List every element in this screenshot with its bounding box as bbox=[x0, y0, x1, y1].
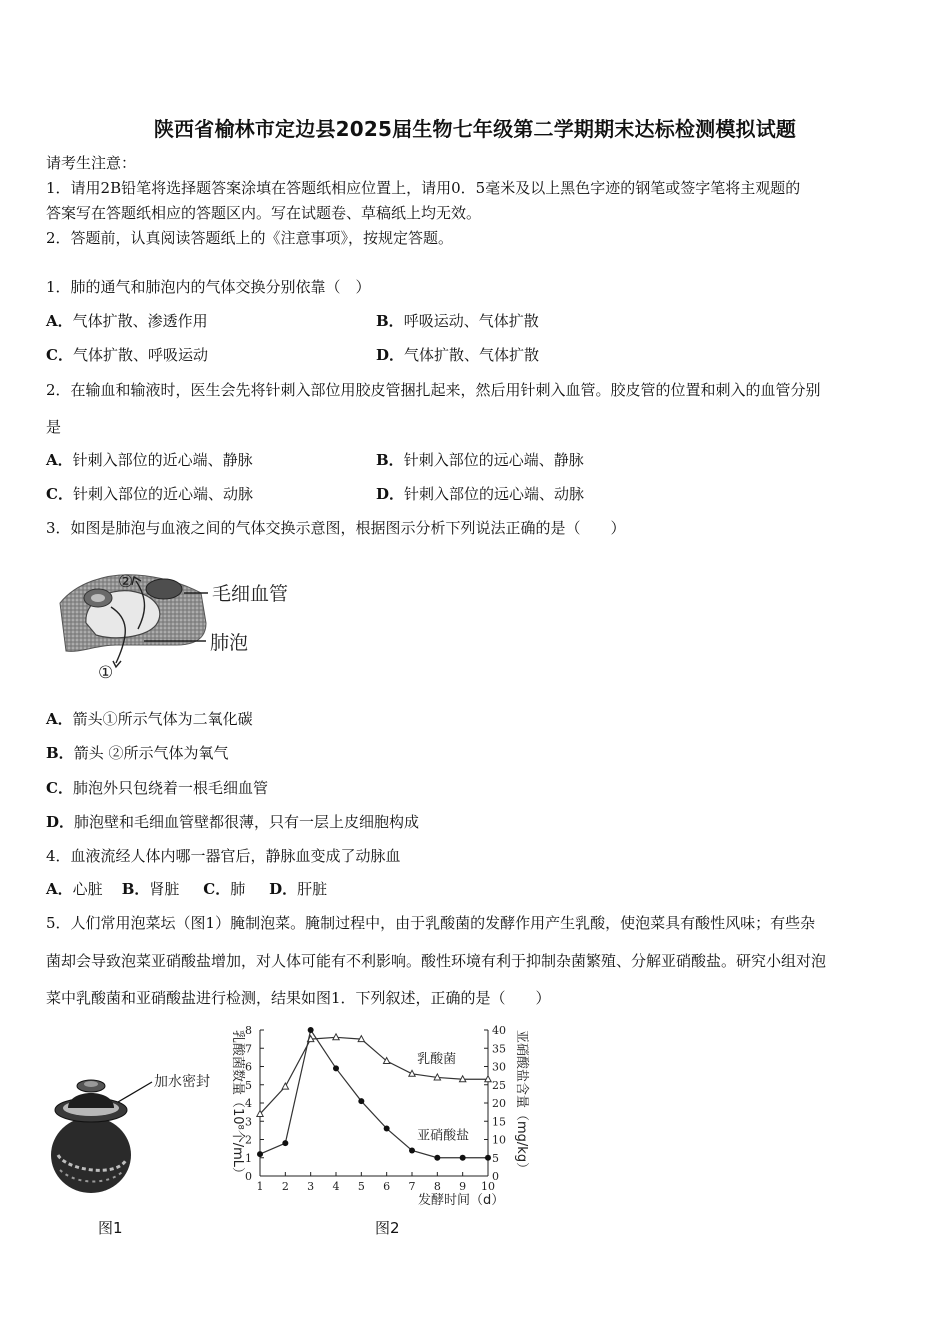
chart-point-circle bbox=[282, 1140, 288, 1146]
notice-heading: 请考生注意： bbox=[46, 154, 137, 172]
q2-stem-line-2: 是 bbox=[46, 418, 62, 436]
chart-y-label-right: 亚硝酸盐含量（mg/kg） bbox=[514, 1030, 529, 1176]
q4-option-b-label: B． bbox=[121, 880, 150, 898]
mark-1: ① bbox=[98, 663, 114, 683]
chart-point-circle bbox=[460, 1155, 466, 1161]
q1-option-b bbox=[376, 311, 539, 331]
chart-point-triangle bbox=[282, 1083, 288, 1089]
chart-tick-label-left: 2 bbox=[245, 1133, 252, 1147]
seal-label: 加水密封 bbox=[154, 1074, 210, 1090]
chart-tick-label-x: 5 bbox=[357, 1180, 365, 1193]
q5-stem-line-3: 菜中乳酸菌和亚硝酸盐进行检测，结果如图1．下列叙述，正确的是（ ） bbox=[46, 989, 551, 1007]
q4-option-c-label: C． bbox=[203, 880, 231, 898]
notice-item-1-line-2: 答案写在答题纸相应的答题区内。写在试题卷、草稿纸上均无效。 bbox=[46, 204, 482, 222]
chart-point-circle bbox=[384, 1126, 390, 1132]
chart-tick-label-left: 0 bbox=[245, 1170, 252, 1183]
chart-tick-label-x: 7 bbox=[408, 1180, 416, 1193]
q1-option-c-text: 气体扩散、呼吸运动 bbox=[72, 346, 208, 364]
q3-option-d bbox=[46, 812, 419, 832]
chart-point-circle bbox=[333, 1065, 339, 1071]
q2-option-b-text: 针刺入部位的远心端、静脉 bbox=[403, 451, 584, 469]
q2-option-c-text: 针刺入部位的近心端、动脉 bbox=[72, 485, 253, 503]
q3-option-d-text: 肺泡壁和毛细血管壁都很薄，只有一层上皮细胞构成 bbox=[74, 813, 420, 831]
chart-tick-label-x: 1 bbox=[256, 1180, 264, 1193]
chart-tick-label-right: 15 bbox=[492, 1115, 506, 1129]
figure-1-caption: 图1 bbox=[98, 1219, 123, 1237]
fermentation-chart bbox=[218, 1020, 538, 1210]
q3-option-d-label: D． bbox=[46, 813, 75, 831]
chart-tick-label-right: 35 bbox=[492, 1042, 506, 1056]
q3-option-a-text: 箭头①所示气体为二氧化碳 bbox=[72, 710, 253, 728]
q4-option-a-label: A． bbox=[46, 880, 73, 898]
q2-option-d-label: D． bbox=[376, 485, 405, 503]
q3-option-a-label: A． bbox=[46, 710, 73, 728]
q2-option-a bbox=[46, 450, 253, 470]
chart-tick-label-left: 4 bbox=[245, 1097, 252, 1110]
chart-tick-label-left: 5 bbox=[245, 1078, 252, 1092]
q1-option-b-text: 呼吸运动、气体扩散 bbox=[403, 312, 539, 330]
q3-option-c-text: 肺泡外只包绕着一根毛细血管 bbox=[72, 779, 268, 797]
seal-pointer bbox=[118, 1082, 152, 1102]
chart-tick-label-x: 10 bbox=[481, 1180, 495, 1193]
q3-stem: 3．如图是肺泡与血液之间的气体交换示意图，根据图示分析下列说法正确的是（ ） bbox=[46, 519, 626, 537]
q4-option-d-label: D． bbox=[269, 880, 298, 898]
q2-stem-line-1: 2．在输血和输液时，医生会先将针刺入部位用胶皮管捆扎起来，然后用针刺入血管。胶皮管的位置和刺入的血管分别 bbox=[46, 381, 821, 399]
chart-tick-label-left: 3 bbox=[245, 1115, 252, 1129]
jar-lid bbox=[68, 1093, 114, 1108]
q5-stem-line-1: 5．人们常用泡菜坛（图1）腌制泡菜。腌制过程中，由于乳酸菌的发酵作用产生乳酸，使泡菜具有酸性风味；有些杂 bbox=[46, 914, 816, 932]
chart-tick-label-right: 25 bbox=[492, 1078, 506, 1092]
chart-tick-label-x: 4 bbox=[332, 1180, 340, 1193]
q3-option-b bbox=[46, 743, 228, 763]
chart-tick-label-x: 2 bbox=[281, 1180, 289, 1193]
q5-stem-line-2: 菌却会导致泡菜亚硝酸盐增加，对人体可能有不利影响。酸性环境有利于抑制杂菌繁殖、分解亚硝酸盐。研究小组对泡 bbox=[46, 952, 827, 970]
chart-series-label: 乳酸菌 bbox=[417, 1051, 457, 1067]
capillary-vessel-2 bbox=[146, 579, 182, 599]
alveolus-capillary-figure bbox=[56, 563, 316, 691]
chart-y-label-left: 乳酸菌数量（10⁸个/mL） bbox=[230, 1030, 245, 1181]
chart-tick-label-x: 6 bbox=[383, 1180, 391, 1193]
jar-body bbox=[51, 1117, 131, 1193]
q2-option-d bbox=[376, 484, 584, 504]
q4-stem: 4．血液流经人体内哪一器官后，静脉血变成了动脉血 bbox=[46, 847, 401, 865]
alveolus-label: 肺泡 bbox=[210, 632, 249, 654]
q4-option-a-text: 心脏 bbox=[72, 880, 103, 898]
capillary-label: 毛细血管 bbox=[212, 583, 289, 605]
q2-option-d-text: 针刺入部位的远心端、动脉 bbox=[404, 485, 585, 503]
chart-tick-label-x: 8 bbox=[433, 1180, 441, 1193]
chart-point-circle bbox=[358, 1098, 364, 1104]
notice-item-2: 2．答题前，认真阅读答题纸上的《注意事项》，按规定答题。 bbox=[46, 229, 454, 247]
jar-lid-knob bbox=[84, 1081, 98, 1087]
q3-option-b-text: 箭头 ②所示气体为氧气 bbox=[73, 744, 229, 762]
mark-2: ② bbox=[118, 572, 134, 592]
page-title: 陕西省榆林市定边县2025届生物七年级第二学期期末达标检测模拟试题 bbox=[153, 117, 797, 141]
chart-point-triangle bbox=[333, 1034, 339, 1040]
q1-stem: 1．肺的通气和肺泡内的气体交换分别依靠（ ） bbox=[46, 278, 371, 296]
chart-tick-label-right: 10 bbox=[492, 1133, 506, 1147]
q2-option-c-label: C． bbox=[46, 485, 73, 503]
q1-option-b-label: B． bbox=[376, 312, 404, 330]
chart-tick-label-right: 5 bbox=[492, 1151, 499, 1165]
q2-option-a-label: A． bbox=[46, 451, 73, 469]
chart-point-circle bbox=[257, 1151, 263, 1157]
chart-tick-label-left: 1 bbox=[245, 1151, 252, 1165]
q3-option-b-label: B． bbox=[46, 744, 74, 762]
chart-tick-label-right: 20 bbox=[492, 1097, 506, 1110]
q1-option-d bbox=[376, 345, 539, 365]
q3-option-a bbox=[46, 709, 253, 729]
q3-option-c-label: C． bbox=[46, 779, 73, 797]
notice-item-1-line-1: 1．请用2B铅笔将选择题答案涂填在答题纸相应位置上，请用0．5毫米及以上黑色字迹的钢笔或签字笔将主观题的 bbox=[46, 179, 801, 197]
q1-option-a bbox=[46, 311, 208, 331]
q2-option-a-text: 针刺入部位的近心端、静脉 bbox=[72, 451, 253, 469]
q1-option-d-label: D． bbox=[376, 346, 405, 364]
chart-point-circle bbox=[485, 1155, 491, 1161]
chart-tick-label-left: 8 bbox=[245, 1024, 252, 1037]
q4-option-b-text: 肾脏 bbox=[149, 880, 180, 898]
q3-option-c bbox=[46, 778, 268, 798]
q4-options bbox=[46, 879, 327, 899]
chart-tick-label-x: 9 bbox=[459, 1180, 467, 1193]
pickle-jar-figure bbox=[46, 1060, 226, 1200]
q1-option-a-text: 气体扩散、渗透作用 bbox=[72, 312, 208, 330]
chart-point-circle bbox=[434, 1155, 440, 1161]
chart-point-circle bbox=[409, 1147, 415, 1153]
chart-point-circle bbox=[308, 1027, 314, 1033]
q1-option-c bbox=[46, 345, 208, 365]
q1-option-d-text: 气体扩散、气体扩散 bbox=[404, 346, 540, 364]
q4-option-d-text: 肝脏 bbox=[297, 880, 328, 898]
q1-option-c-label: C． bbox=[46, 346, 73, 364]
q2-option-b-label: B． bbox=[376, 451, 404, 469]
q4-option-c-text: 肺 bbox=[230, 880, 246, 898]
chart-series-label: 亚硝酸盐 bbox=[417, 1128, 470, 1144]
chart-plot bbox=[245, 1024, 506, 1193]
chart-tick-label-right: 40 bbox=[492, 1024, 506, 1037]
chart-tick-label-x: 3 bbox=[307, 1180, 315, 1193]
chart-tick-label-right: 30 bbox=[492, 1060, 506, 1074]
chart-tick-label-left: 6 bbox=[245, 1060, 252, 1074]
chart-tick-label-left: 7 bbox=[245, 1042, 252, 1056]
chart-tick-label-right: 0 bbox=[492, 1170, 499, 1183]
figure-2-caption: 图2 bbox=[375, 1219, 400, 1237]
capillary-lumen bbox=[91, 594, 105, 602]
q2-option-b bbox=[376, 450, 584, 470]
q2-option-c bbox=[46, 484, 253, 504]
chart-x-label: 发酵时间（d） bbox=[418, 1193, 505, 1208]
q1-option-a-label: A． bbox=[46, 312, 73, 330]
